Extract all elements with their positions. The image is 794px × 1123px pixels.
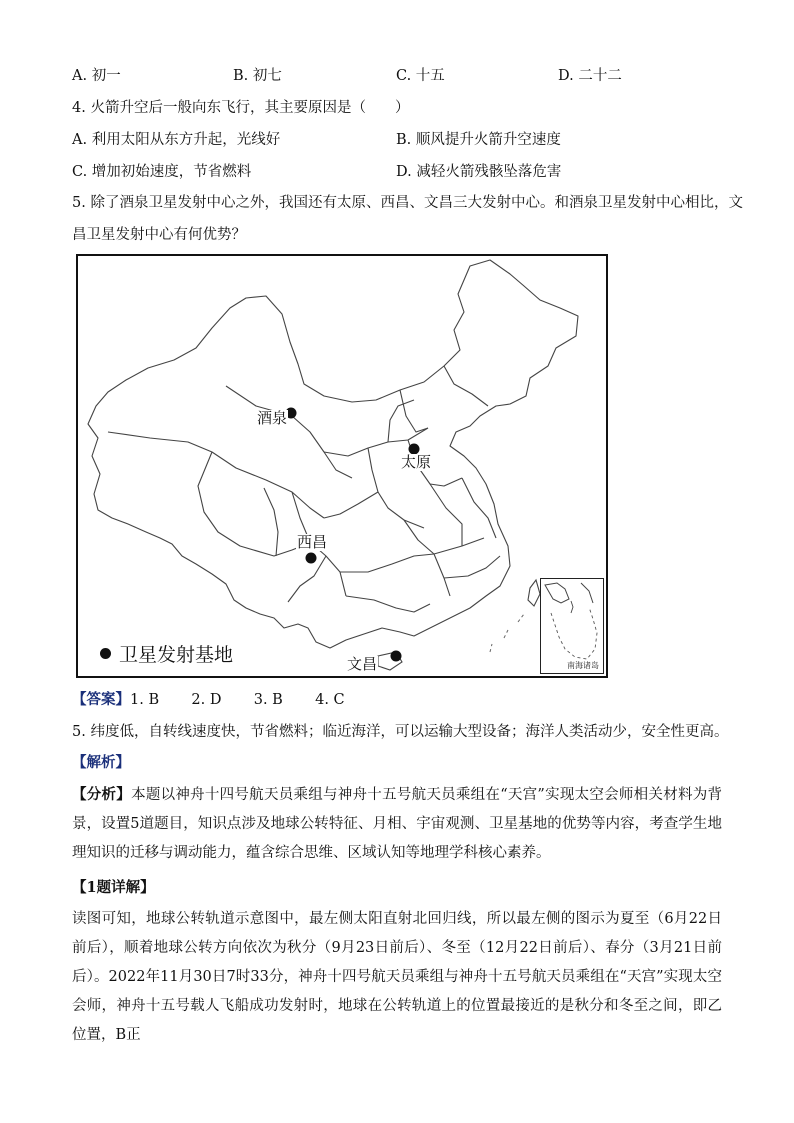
- wenchang-marker: [391, 651, 402, 662]
- city-label-wenchang: 文昌: [347, 655, 378, 673]
- overview-text: 本题以神舟十四号航天员乘组与神舟十五号航天员乘组在“天宫”实现太空会师相关材料为背景，设置5道题目，知识点涉及地球公转特征、月相、宇宙观测、卫星基地的优势等内容，考查学生地理知识的迁移与调动能力，蕴含综合思维、区域认知等地理学科核心素养。: [72, 787, 722, 861]
- q4-option-a: A. 利用太阳从东方升起，光线好: [72, 132, 281, 148]
- answer-q5: 5. 纬度低，自转线速度快，节省燃料；临近海洋，可以运输大型设备；海洋人类活动少，安全性更高。: [72, 724, 729, 740]
- answer-1: 1. B: [130, 692, 160, 708]
- q4-option-b: B. 顺风提升火箭升空速度: [396, 132, 561, 148]
- detail-tag-text: 【1题详解】: [72, 879, 155, 896]
- china-map-outline: [78, 256, 606, 676]
- q3-option-b: B. 初七: [233, 68, 282, 84]
- q5-stem-line1: 5. 除了酒泉卫星发射中心之外，我国还有太原、西昌、文昌三大发射中心。和酒泉卫星发射中心相比，文: [72, 195, 743, 211]
- q3-option-a: A. 初一: [72, 68, 121, 84]
- legend-dot-icon: [100, 648, 111, 659]
- xichang-marker: [306, 553, 317, 564]
- detail-tag: [72, 878, 155, 898]
- detail-text: 读图可知，地球公转轨道示意图中，最左侧太阳直射北回归线，所以最左侧的图示为夏至（6月22日前后），顺着地球公转方向依次为秋分（9月23日前后）、冬至（12月22日前后）、春分（3月21日前后）。2022年11月30日7时33分，神舟十四号航天员乘组与神舟十五号航天员乘组在“天宫”实现太空会师，神舟十五号载人飞船成功发射时，地球在公转轨道上的位置最接近的是秋分和冬至之间，即乙位置，B正: [72, 911, 722, 1043]
- china-map: [76, 254, 608, 678]
- q4-option-c: C. 增加初始速度，节省燃料: [72, 164, 252, 180]
- answer-tag: 【答案】: [72, 691, 130, 708]
- answer-3: 3. B: [253, 692, 283, 708]
- analysis-tag-text: 【解析】: [72, 754, 130, 771]
- inset-outline: [541, 579, 601, 671]
- analysis-tag: [72, 753, 130, 773]
- city-label-taiyuan: 太原: [401, 453, 432, 471]
- q3-option-d: D. 二十二: [558, 68, 622, 84]
- answer-2: 2. D: [191, 692, 222, 708]
- q3-option-c: C. 十五: [396, 68, 445, 84]
- map-legend: [100, 640, 233, 667]
- overview-tag: 【分析】: [72, 786, 132, 803]
- q4-option-d: D. 减轻火箭残骸坠落危害: [396, 164, 562, 180]
- analysis-overview: [72, 780, 722, 868]
- legend-label: 卫星发射基地: [119, 644, 234, 666]
- city-label-jiuquan: 酒泉: [257, 409, 288, 427]
- answer-line: [72, 690, 345, 710]
- q5-stem-line2: 昌卫星发射中心有何优势？: [72, 227, 246, 243]
- south-china-sea-inset: [540, 578, 604, 674]
- inset-label: 南海诸岛: [567, 661, 599, 670]
- city-label-xichang: 西昌: [297, 533, 328, 551]
- answer-4: 4. C: [315, 692, 345, 708]
- q4-stem: 4. 火箭升空后一般向东飞行，其主要原因是（ ）: [72, 100, 410, 116]
